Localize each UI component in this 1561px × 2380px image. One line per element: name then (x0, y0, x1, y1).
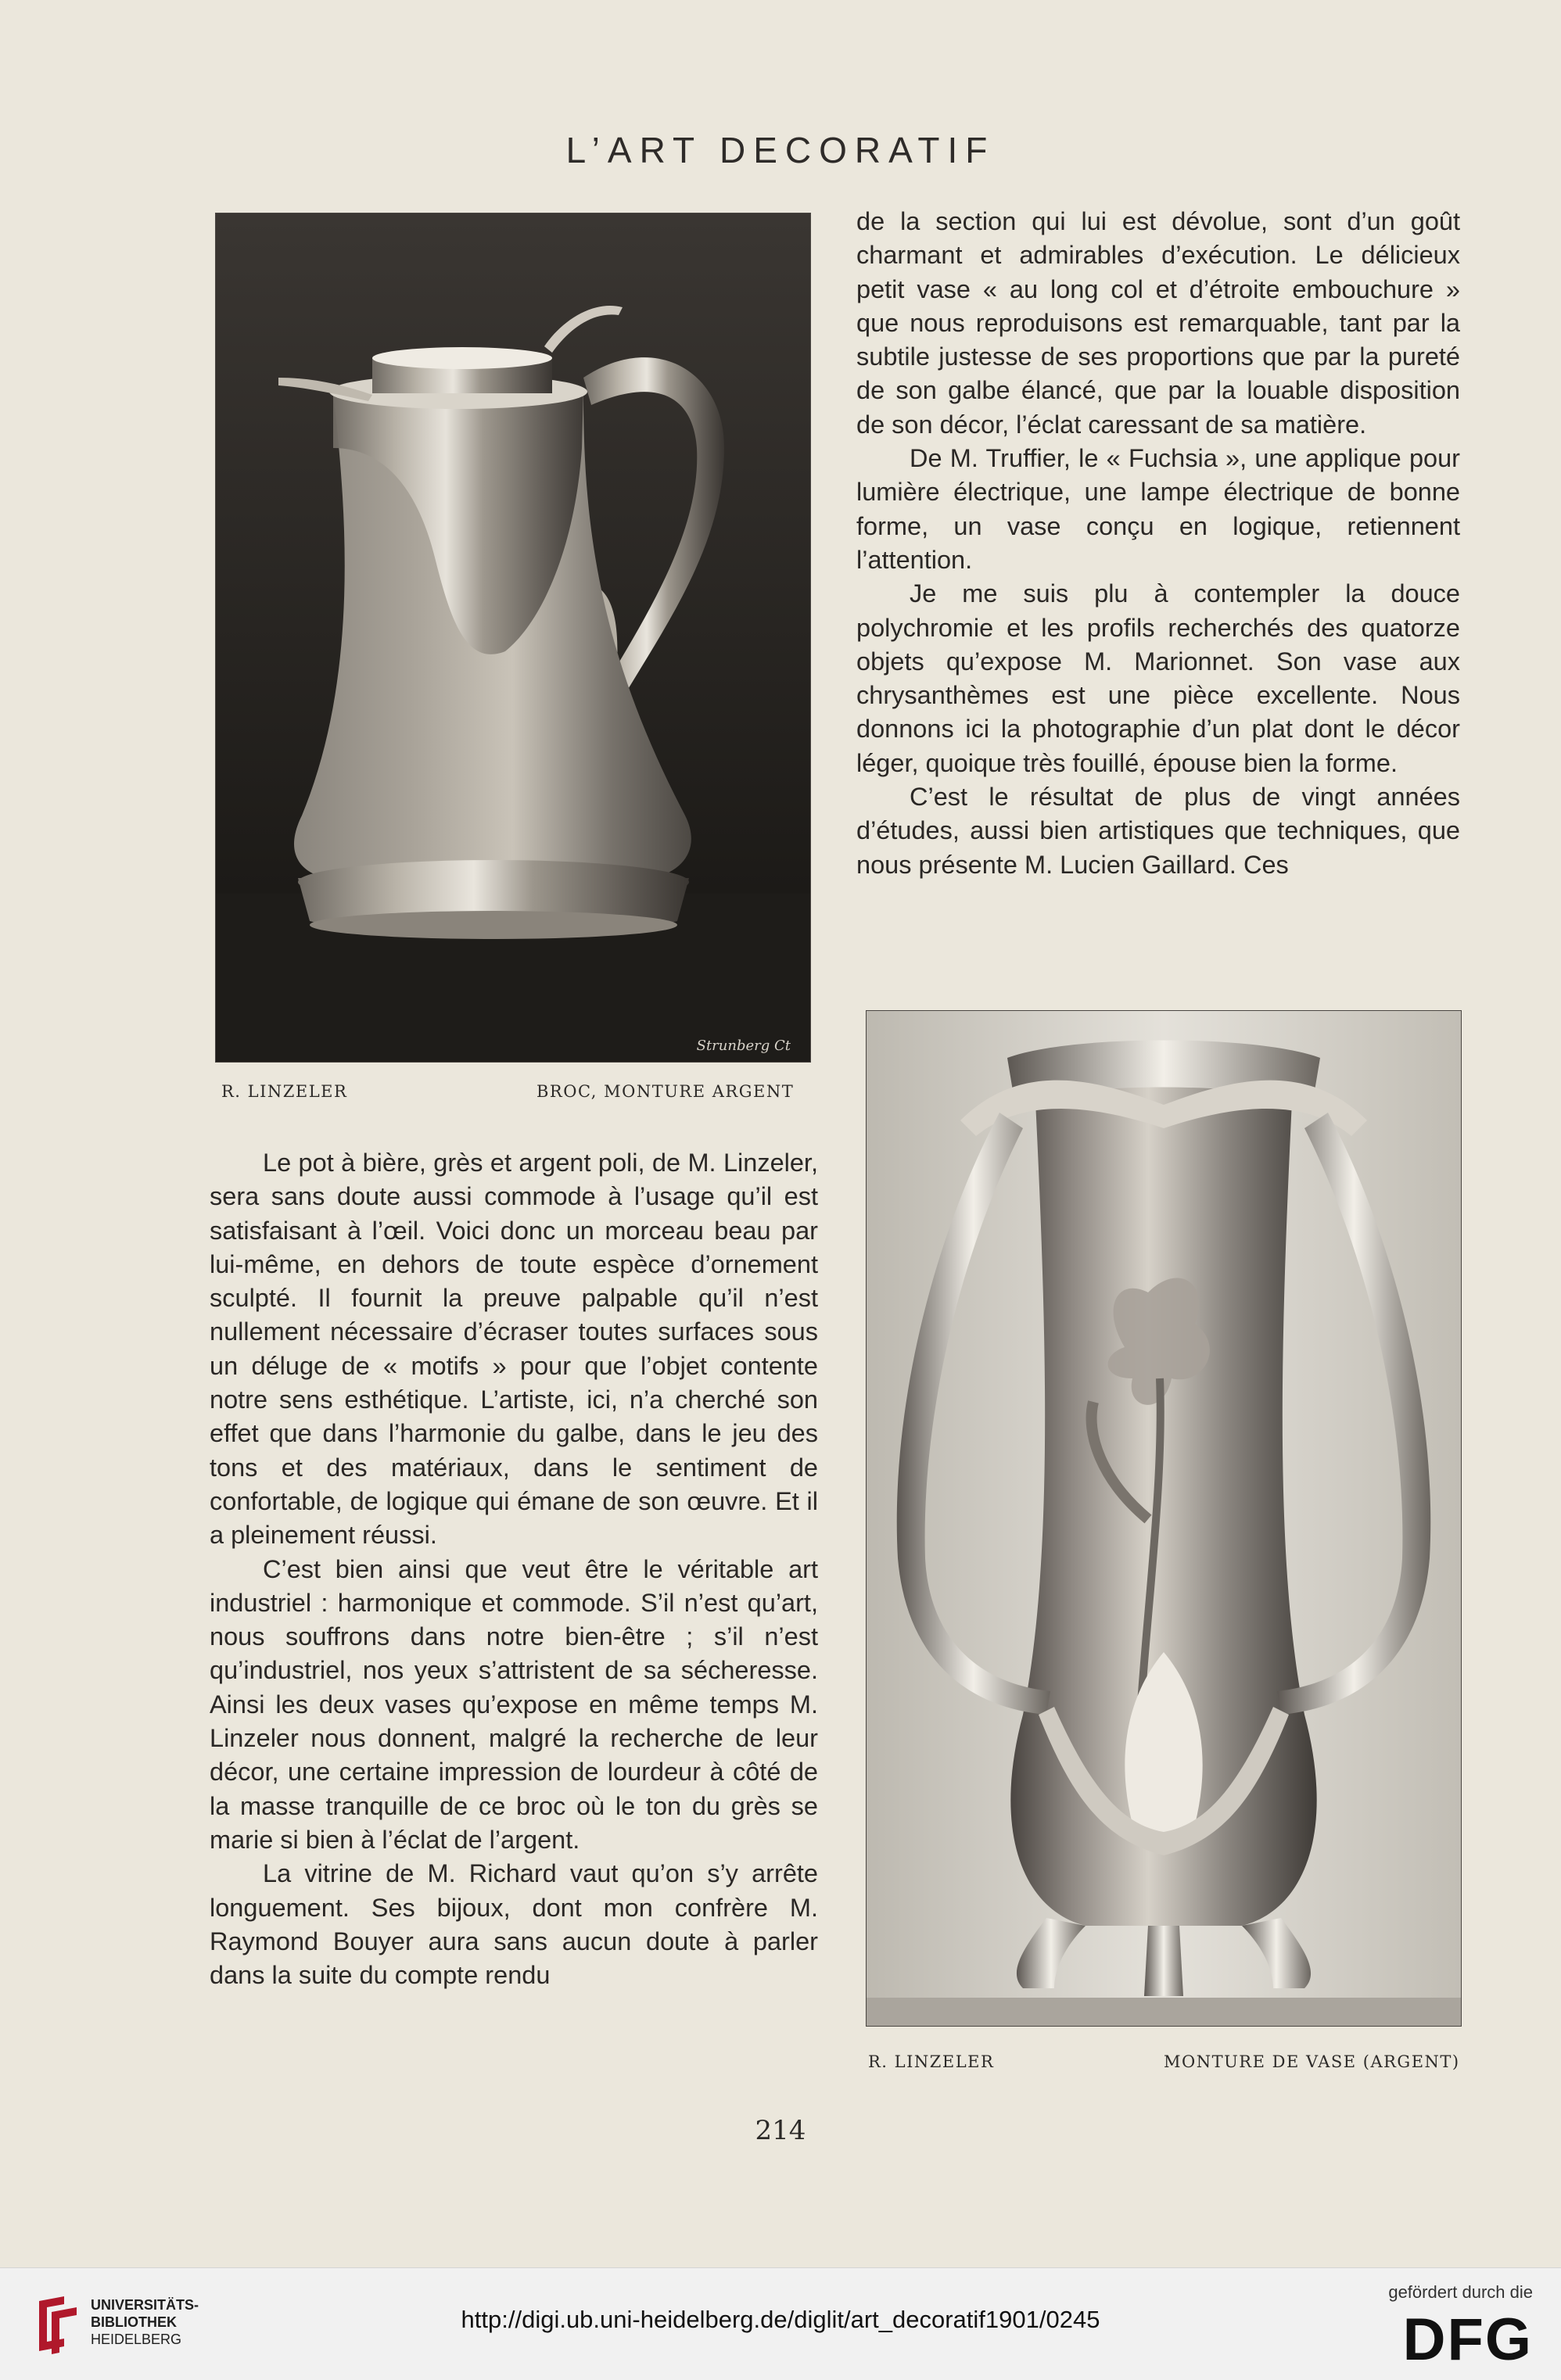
paragraph: Le pot à bière, grès et argent poli, de M. Linzeler, sera sans doute aussi commode à l’usage qu’il est satisfaisant à l’œil. Voici donc un morceau beau par lui-même, en dehors de toute espèce d’ornement sculpté. Il fournit la preuve palpable qu’il n’est nullement nécessaire d’écraser toutes surfaces sous un déluge de « motifs » pour que l’objet contente notre sens esthétique. L’artiste, ici, n’a cherché son effet que dans l’harmonie du galbe, dans le jeu des tons et des matériaux, dans le sentiment de confortable, de logique qui émane de son œuvre. Et il a pleinement réussi. (210, 1149, 818, 1550)
photo-pitcher (215, 213, 811, 1063)
permalink-url[interactable]: http://digi.ub.uni-heidelberg.de/diglit/art_decoratif1901/0245 (461, 2306, 1100, 2333)
pitcher-illustration (216, 213, 810, 1062)
paragraph: de la section qui lui est dévolue, sont d’un goût charmant et admirables d’exécution. Le délicieux petit vase « au long col et d’étroite embouchure » que nous reproduisons est remarquable, tant par la subtile justesse de ses proportions que par la pureté de son galbe élancé, que par la louable disposition de son décor, l’éclat caressant de sa matière. (856, 207, 1460, 439)
library-name-line: UNIVERSITÄTS- (91, 2297, 199, 2313)
paragraph: C’est bien ainsi que veut être le véritable art industriel : harmonique et commode. S’il n’est qu’art, nous souffrons dans notre bien-être ; s’il n’est qu’industriel, nos yeux s’attristent de sa sécheresse. Ainsi les deux vases qu’expose en même temps M. Linzeler nous donnent, malgré la recherche de leur décor, une certaine impression de lourdeur à côté de la masse tranquille de ce broc où le ton du grès se marie si bien à l’éclat de l’argent. (210, 1554, 818, 1854)
page-number: 214 (755, 2115, 806, 2146)
text-column-left (210, 1146, 818, 1992)
caption-1-title: BROC, MONTURE ARGENT (536, 1082, 795, 1101)
paragraph: Je me suis plu à contempler la douce polychromie et les profils recherchés des quatorze objets qu’expose M. Marionnet. Son vase aux chrysanthèmes est une pièce excellente. Nous donnons ici la photographie d’un plat dont le décor léger, quoique très fouillé, épouse bien la forme. (856, 579, 1460, 777)
paragraph: C’est le résultat de plus de vingt années d’études, aussi bien artistiques que techniques, que nous présente M. Lucien Gaillard. Ces (856, 783, 1460, 879)
caption-2-author: R. LINZELER (868, 2052, 995, 2071)
photo-signature: Strunberg Ct (696, 1038, 791, 1054)
funding-note: gefördert durch die (1388, 2282, 1533, 2302)
text-column-right (856, 205, 1460, 882)
dfg-logo: DFG (1402, 2307, 1533, 2373)
paragraph: La vitrine de M. Richard vaut qu’on s’y arrête longuement. Ses bijoux, dont mon confrère M. Raymond Bouyer aura sans aucun doute à parler dans la suite du compte rendu (210, 1859, 818, 1990)
caption-2-title: MONTURE DE VASE (ARGENT) (1164, 2052, 1460, 2071)
digitization-footer (0, 2267, 1561, 2380)
running-title: L’ART DECORATIF (565, 130, 996, 170)
library-name-line: BIBLIOTHEK (91, 2314, 177, 2330)
photo-vase (866, 1010, 1462, 2027)
paragraph: De M. Truffier, le « Fuchsia », une applique pour lumière électrique, une lampe électrique de bonne forme, un vase conçu en logique, retiennent l’attention. (856, 444, 1460, 574)
caption-1-author: R. LINZELER (221, 1082, 348, 1101)
library-name-line: HEIDELBERG (91, 2332, 182, 2347)
vase-illustration (867, 1011, 1461, 2026)
